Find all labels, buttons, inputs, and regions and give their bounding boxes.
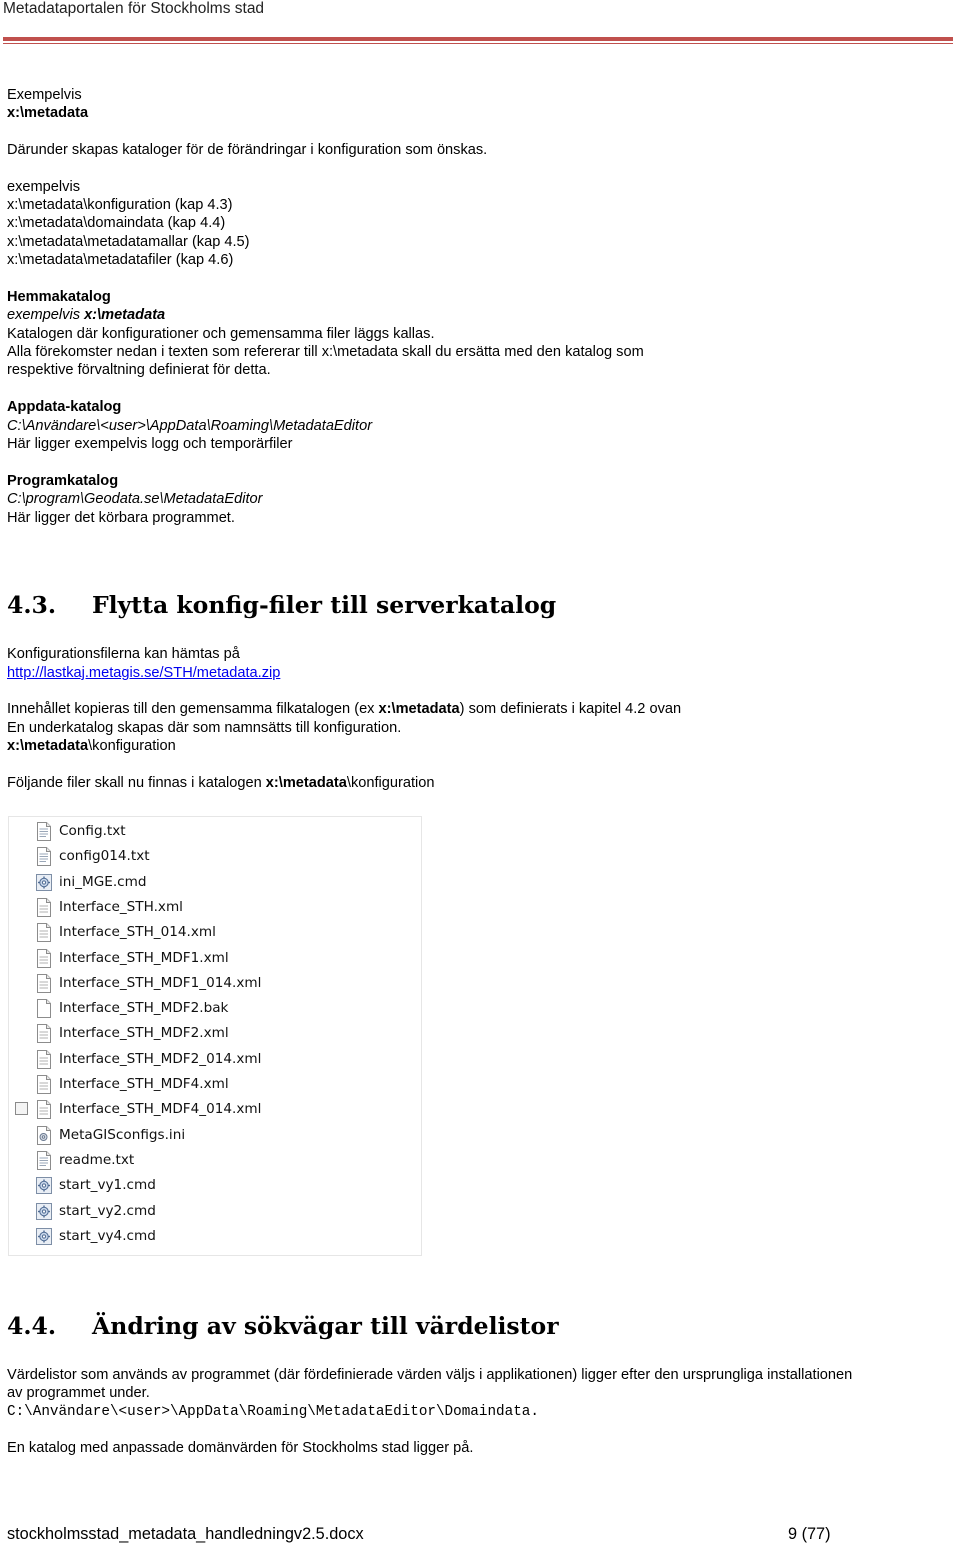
blank-file-icon	[35, 999, 53, 1018]
file-row[interactable]	[13, 1097, 417, 1122]
path-metadatamallar: x:\metadata\metadatamallar (kap 4.5)	[7, 234, 250, 250]
text-file-icon	[35, 1151, 53, 1170]
xml-file-icon	[35, 974, 53, 993]
file-name: Interface_STH_MDF1_014.xml	[59, 974, 262, 991]
file-name: Interface_STH_MDF1.xml	[59, 949, 229, 966]
xml-file-icon	[35, 898, 53, 917]
file-select-checkbox[interactable]	[15, 1102, 28, 1115]
file-row[interactable]	[13, 1123, 417, 1148]
path-metadatafiler: x:\metadata\metadatafiler (kap 4.6)	[7, 252, 234, 268]
file-row[interactable]	[13, 996, 417, 1021]
metadata-zip-link[interactable]: http://lastkaj.metagis.se/STH/metadata.zip	[7, 665, 281, 681]
file-row[interactable]	[13, 1021, 417, 1046]
s44-path: C:\Användare\<user>\AppData\Roaming\MetadataEditor\Domaindata.	[7, 1404, 539, 1420]
program-desc: Här ligger det körbara programmet.	[7, 510, 235, 526]
s43-p4	[7, 737, 176, 755]
path-metadata: x:\metadata	[7, 105, 89, 121]
s44-p2: av programmet under.	[7, 1385, 150, 1401]
s44-p1: Värdelistor som används av programmet (där fördefinierade värden väljs i applikationen) ligger efter den ursprungliga installationen	[7, 1367, 853, 1383]
s43-p2-b: x:\metadata	[378, 701, 460, 717]
file-row[interactable]	[13, 1047, 417, 1072]
header-rule-thin	[3, 43, 953, 44]
xml-file-icon	[35, 923, 53, 942]
path-konfiguration: x:\metadata\konfiguration (kap 4.3)	[7, 197, 233, 213]
xml-file-icon	[35, 1100, 53, 1119]
s43-p2	[7, 700, 681, 718]
section-4-3-title: Flytta konfig-filer till serverkatalog	[92, 591, 557, 619]
file-row[interactable]	[13, 895, 417, 920]
header-rule-thick	[3, 37, 953, 41]
heading-appdata: Appdata-katalog	[7, 399, 122, 415]
file-row[interactable]	[13, 1199, 417, 1224]
appdata-path: C:\Användare\<user>\AppData\Roaming\MetadataEditor	[7, 418, 373, 434]
cmd-file-icon	[35, 873, 53, 892]
file-row[interactable]	[13, 870, 417, 895]
file-name: readme.txt	[59, 1151, 135, 1168]
hemma-example-prefix: exempelvis	[7, 307, 85, 323]
file-row[interactable]	[13, 1173, 417, 1198]
path-domaindata: x:\metadata\domaindata (kap 4.4)	[7, 215, 226, 231]
s43-p5-a: Följande filer skall nu finnas i katalogen	[7, 775, 266, 791]
footer-page-number: 9 (77)	[788, 1525, 831, 1543]
s43-p5-c: \konfiguration	[346, 775, 435, 791]
file-row[interactable]	[13, 819, 417, 844]
s43-p2-c: ) som definierats i kapitel 4.2 ovan	[459, 701, 682, 717]
file-name: Interface_STH_MDF4.xml	[59, 1076, 229, 1092]
hemma-desc-3: respektive förvaltning definierat för detta.	[7, 362, 271, 378]
file-name: config014.txt	[59, 848, 150, 865]
program-path: C:\program\Geodata.se\MetadataEditor	[7, 491, 263, 507]
xml-file-icon	[35, 1024, 53, 1043]
xml-file-icon	[35, 949, 53, 968]
hemma-desc-2: Alla förekomster nedan i texten som refererar till x:\metadata skall du ersätta med den katalog som	[7, 344, 644, 360]
heading-programkatalog: Programkatalog	[7, 473, 119, 489]
file-row[interactable]	[13, 1148, 417, 1173]
s43-p5-b: x:\metadata	[265, 775, 347, 791]
hemma-example-path: x:\metadata	[84, 307, 166, 323]
file-name: start_vy1.cmd	[59, 1177, 156, 1194]
heading-hemmakatalog: Hemmakatalog	[7, 289, 111, 305]
section-4-4-title: Ändring av sökvägar till värdelistor	[92, 1312, 559, 1340]
file-name: Interface_STH_014.xml	[59, 924, 216, 941]
section-4-4-number: 4.4.	[7, 1312, 57, 1340]
s44-p4: En katalog med anpassade domänvärden för Stockholms stad ligger på.	[7, 1440, 474, 1456]
file-list-screenshot	[8, 816, 422, 1256]
text-darunder: Därunder skapas kataloger för de förändringar i konfiguration som önskas.	[7, 142, 488, 158]
s43-p4-a: x:\metadata	[7, 738, 89, 754]
file-name: ini_MGE.cmd	[59, 873, 147, 890]
file-row[interactable]	[13, 1072, 417, 1097]
s43-p5	[7, 774, 435, 792]
file-name: start_vy2.cmd	[59, 1202, 156, 1219]
text-exempelvis: Exempelvis	[7, 87, 82, 103]
section-4-3-number: 4.3.	[7, 591, 57, 619]
s43-p1: Konfigurationsfilerna kan hämtas på	[7, 646, 240, 662]
appdata-desc: Här ligger exempelvis logg och temporärfiler	[7, 436, 293, 452]
file-row[interactable]	[13, 844, 417, 869]
cmd-file-icon	[35, 1202, 53, 1221]
text-file-icon	[35, 822, 53, 841]
s43-p3: En underkatalog skapas där som namnsätts till konfiguration.	[7, 720, 402, 736]
cmd-file-icon	[35, 1227, 53, 1246]
file-name: Config.txt	[59, 823, 126, 839]
file-row[interactable]	[13, 920, 417, 945]
ini-file-icon	[35, 1126, 53, 1145]
text-exempelvis-2: exempelvis	[7, 179, 80, 195]
file-name: start_vy4.cmd	[59, 1227, 156, 1244]
page-header-title: Metadataportalen för Stockholms stad	[3, 0, 265, 17]
s43-p2-a: Innehållet kopieras till den gemensamma filkatalogen (ex	[7, 701, 379, 717]
footer-filename: stockholmsstad_metadata_handledningv2.5.docx	[7, 1525, 364, 1543]
text-file-icon	[35, 847, 53, 866]
file-row[interactable]	[13, 1224, 417, 1249]
hemma-example	[7, 306, 165, 324]
section-4-4-heading	[7, 1311, 559, 1341]
s43-p4-b: \konfiguration	[88, 738, 176, 754]
file-name: Interface_STH_MDF2.bak	[59, 1000, 229, 1017]
cmd-file-icon	[35, 1176, 53, 1195]
file-name: Interface_STH_MDF2.xml	[59, 1025, 229, 1042]
hemma-desc-1: Katalogen där konfigurationer och gemensamma filer läggs kallas.	[7, 326, 435, 342]
file-row[interactable]	[13, 971, 417, 996]
file-row[interactable]	[13, 946, 417, 971]
file-name: Interface_STH_MDF2_014.xml	[59, 1050, 262, 1067]
file-name: Interface_STH.xml	[59, 898, 183, 915]
file-name: Interface_STH_MDF4_014.xml	[59, 1101, 262, 1118]
xml-file-icon	[35, 1050, 53, 1069]
file-name: MetaGISconfigs.ini	[59, 1126, 186, 1143]
xml-file-icon	[35, 1075, 53, 1094]
section-4-3-heading	[7, 590, 556, 620]
